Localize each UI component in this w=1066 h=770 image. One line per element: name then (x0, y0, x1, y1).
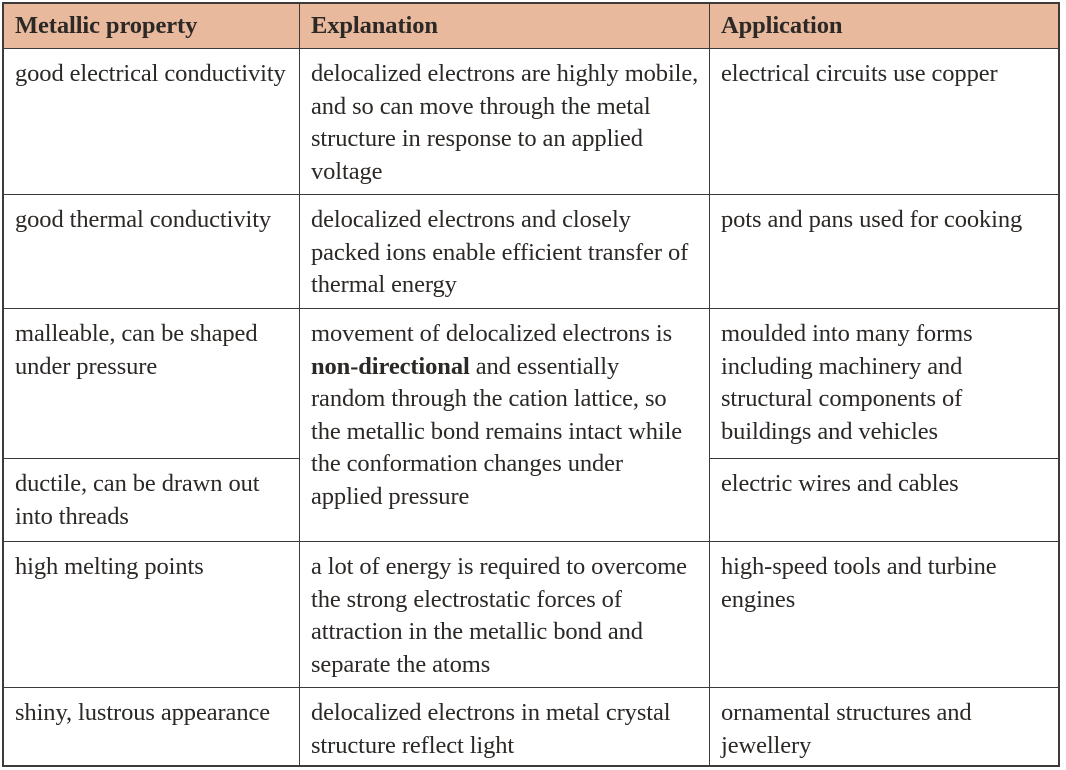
header-application: Application (710, 4, 1058, 49)
explanation-cell: delocalized electrons and closely packed ions enable efficient transfer of thermal energy (300, 195, 710, 309)
property-cell: good electrical conductivity (4, 49, 300, 195)
application-cell: high-speed tools and turbine engines (710, 542, 1058, 688)
property-cell: ductile, can be drawn out into threads (4, 459, 300, 542)
property-cell: high melting points (4, 542, 300, 688)
application-cell: pots and pans used for cooking (710, 195, 1058, 309)
application-cell: electric wires and cables (710, 459, 1058, 542)
explanation-bold-term: non-directional (311, 352, 470, 380)
application-cell: electrical circuits use copper (710, 49, 1058, 195)
explanation-text-before: movement of delocalized electrons is (311, 320, 673, 347)
application-cell: ornamental structures and jewellery (721, 699, 972, 759)
explanation-cell: delocalized electrons in metal crystal structure reflect light (300, 688, 710, 765)
merged-explanation-cell (300, 309, 710, 542)
explanation-text-after: and essentially random through the cation lattice, so the metallic bond remains intact while the conformation changes under applied pressure (311, 352, 683, 510)
metallic-properties-table (2, 2, 1060, 767)
header-explanation: Explanation (300, 4, 710, 49)
property-cell: shiny, lustrous appearance (4, 688, 300, 765)
property-cell: good thermal conductivity (4, 195, 300, 309)
property-cell: malleable, can be shaped under pressure (4, 309, 300, 459)
application-cell: moulded into many forms including machinery and structural components of buildings and vehicles (710, 309, 1058, 459)
explanation-cell: a lot of energy is required to overcome the strong electrostatic forces of attraction in the metallic bond and separate the atoms (300, 542, 710, 688)
explanation-cell: delocalized electrons are highly mobile, and so can move through the metal structure in response to an applied voltage (300, 49, 710, 195)
header-metallic-property: Metallic property (4, 4, 300, 49)
